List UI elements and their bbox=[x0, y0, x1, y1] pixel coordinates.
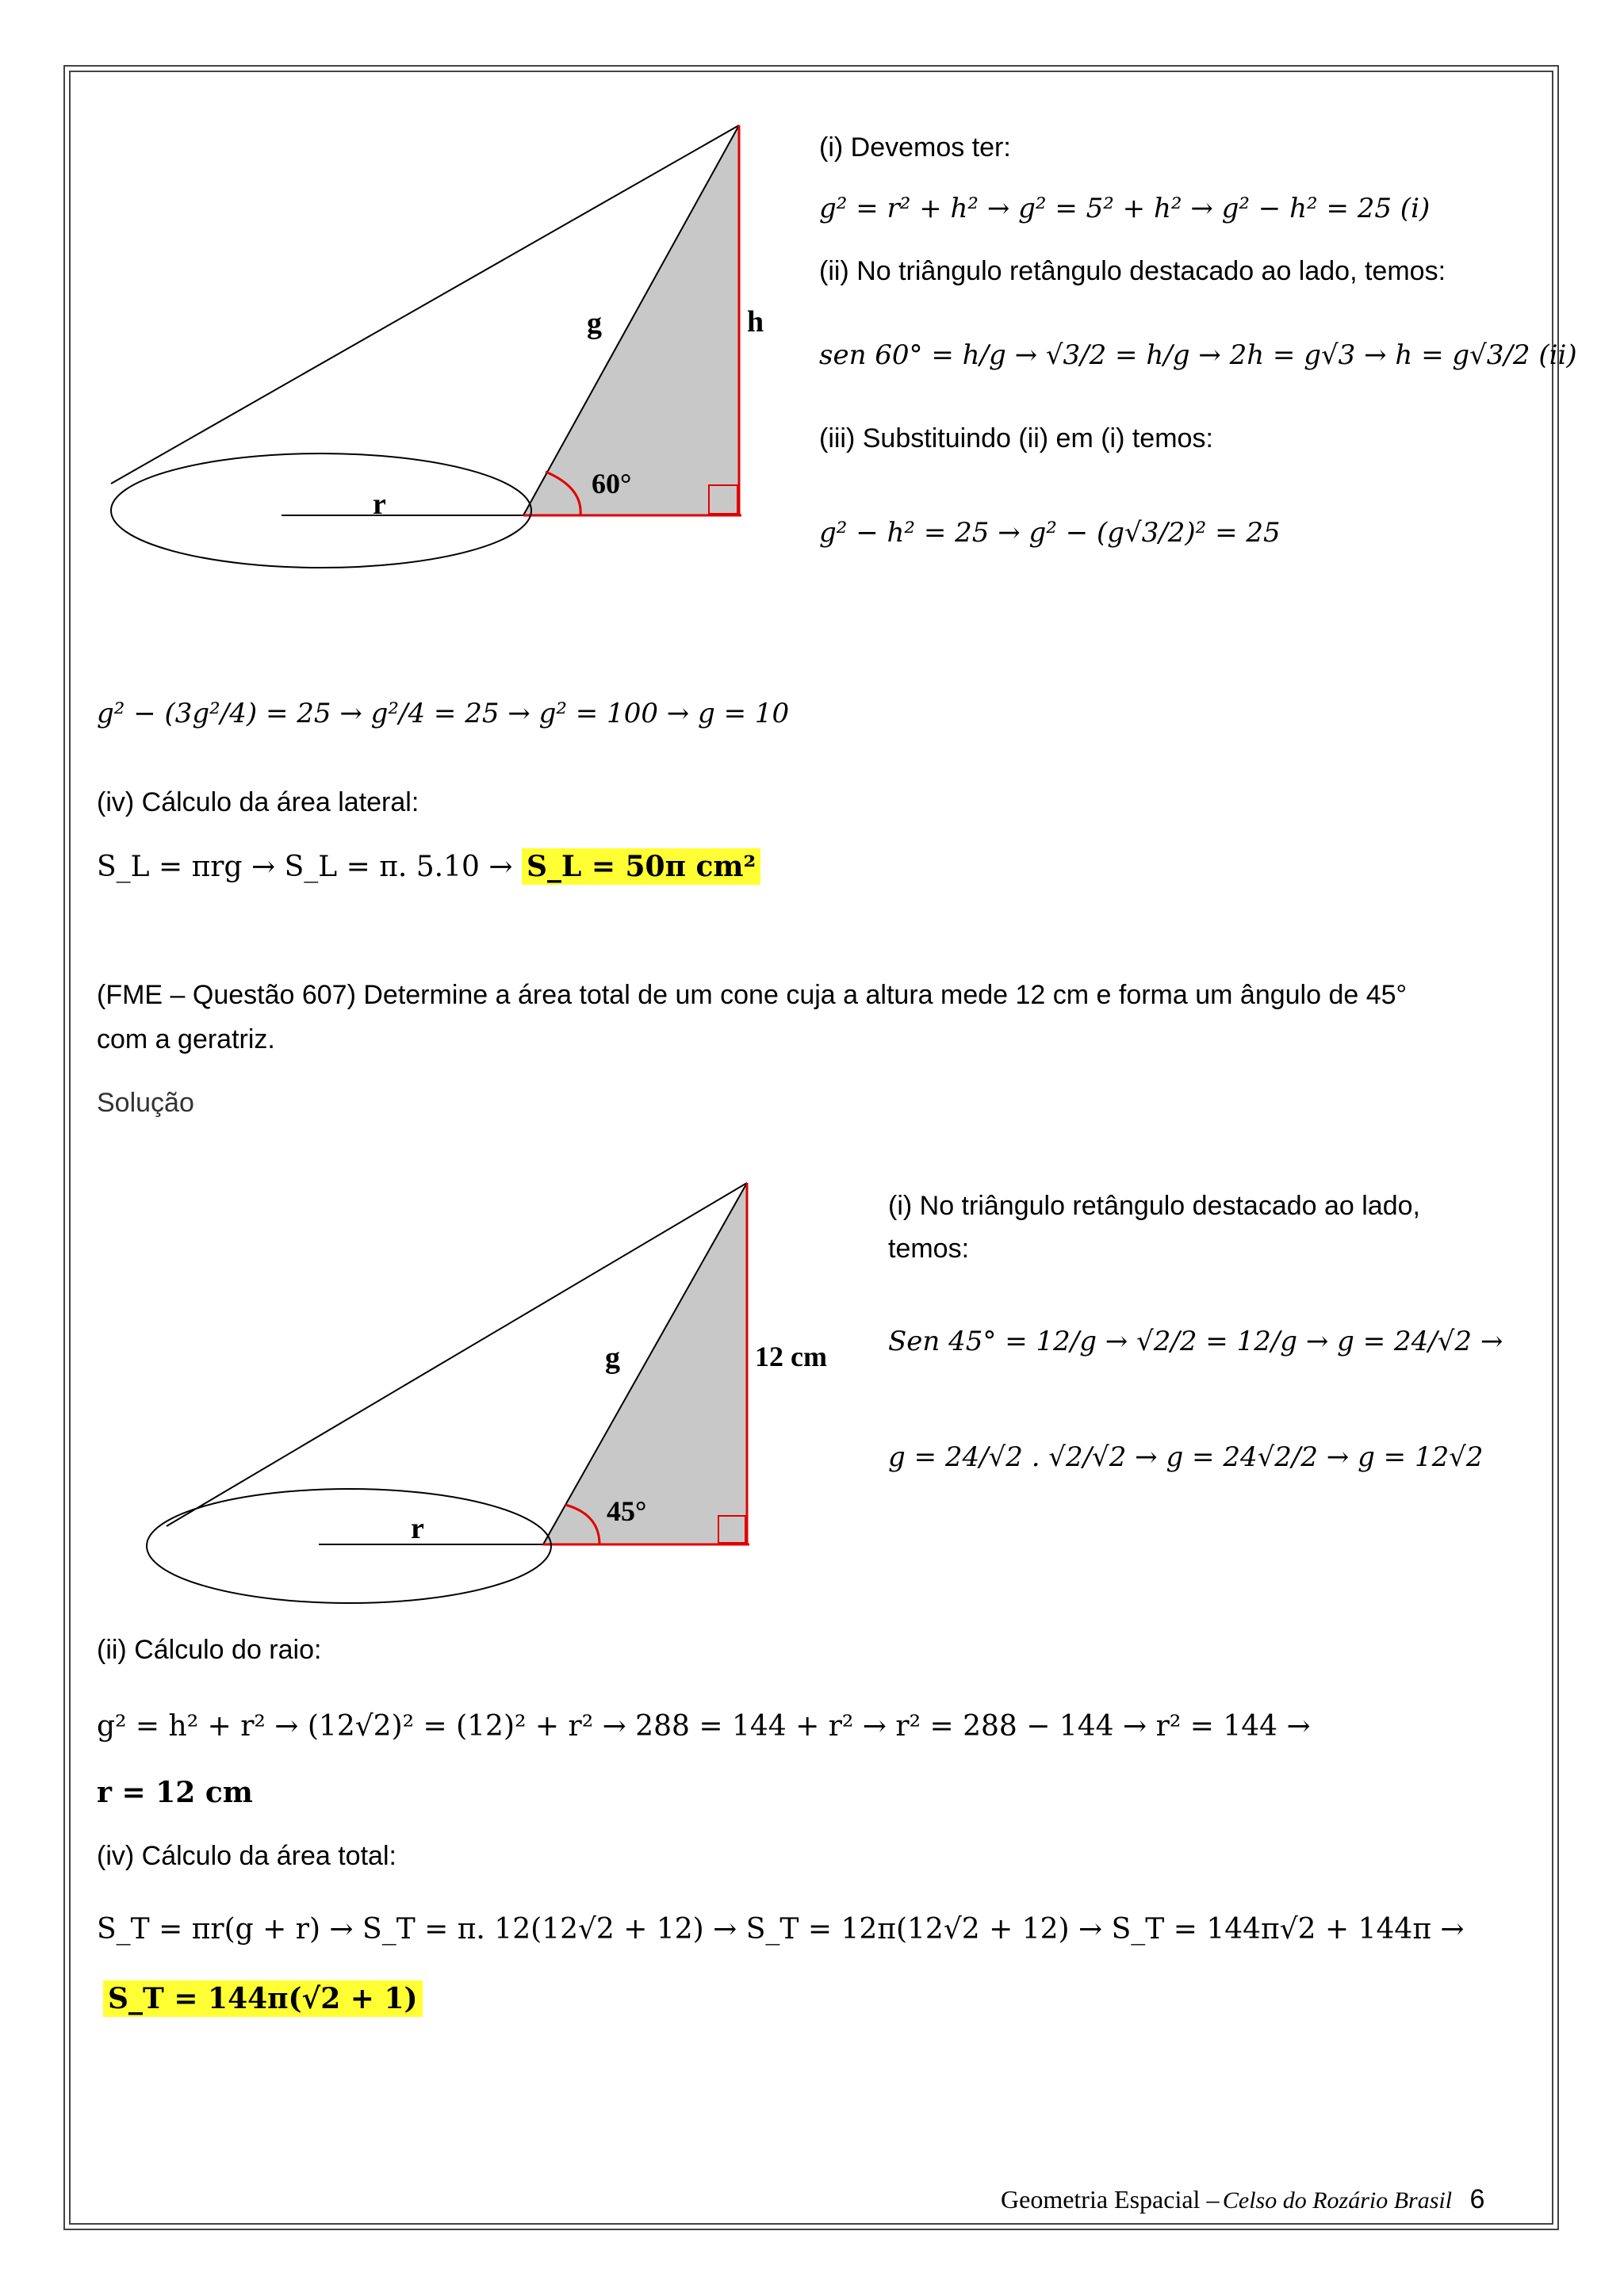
step-i-label: (i) Devemos ter: bbox=[819, 132, 1011, 163]
equation-ii: sen 60° = h/g → √3/2 = h/g → 2h = g√3 → h = g√3/2 (ii) bbox=[819, 339, 1577, 371]
equation-total-area: S_T = πr(g + r) → S_T = π. 12(12√2 + 12) → S_T = 12π(12√2 + 12) → S_T = 144π√2 + 144π → bbox=[97, 1913, 1465, 1946]
cone-figure-60 bbox=[95, 111, 777, 587]
cone-base-ellipse bbox=[147, 1489, 551, 1603]
label-g: g bbox=[587, 307, 602, 340]
step-i-label-2-line2: temos: bbox=[888, 1234, 970, 1264]
label-angle: 45° bbox=[607, 1495, 647, 1527]
footer-author: Celso do Rozário Brasil bbox=[1222, 2187, 1453, 2214]
label-angle: 60° bbox=[592, 468, 632, 499]
equation-g-12root2: g = 24/√2 . √2/√2 → g = 24√2/2 → g = 12√2 bbox=[888, 1441, 1484, 1473]
equation-sen45: Sen 45° = 12/g → √2/2 = 12/g → g = 24/√2 → bbox=[888, 1326, 1503, 1357]
label-r: r bbox=[411, 1512, 424, 1545]
equation-g-equals-10: g² − (3g²/4) = 25 → g²/4 = 25 → g² = 100 → g = 10 bbox=[97, 698, 790, 729]
solution-label: Solução bbox=[97, 1088, 194, 1118]
lateral-area-result: S_L = 50π cm² bbox=[522, 848, 760, 885]
label-g: g bbox=[605, 1341, 620, 1375]
equation-raio-result: r = 12 cm bbox=[97, 1776, 253, 1809]
total-area-result-wrap bbox=[103, 1982, 423, 2015]
equation-i: g² = r² + h² → g² = 5² + h² → g² − h² = 25 (i) bbox=[819, 193, 1431, 224]
problem-statement-line2: com a geratriz. bbox=[97, 1024, 275, 1054]
cone-figure-45 bbox=[143, 1165, 856, 1625]
footer-title: Geometria Espacial – bbox=[1001, 2185, 1220, 2214]
equation-raio: g² = h² + r² → (12√2)² = (12)² + r² → 288 = 144 + r² → r² = 288 − 144 → r² = 144 → bbox=[97, 1710, 1311, 1743]
label-h: h bbox=[747, 305, 764, 339]
cone-base-ellipse bbox=[111, 453, 531, 568]
problem-statement-line1: (FME – Questão 607) Determine a área total de um cone cuja a altura mede 12 cm e forma um ângulo de 45° bbox=[97, 980, 1408, 1010]
label-r: r bbox=[373, 488, 386, 521]
step-iv-lateral-label: (iv) Cálculo da área lateral: bbox=[97, 787, 419, 817]
step-iii-label: (iii) Substituindo (ii) em (i) temos: bbox=[819, 423, 1213, 453]
label-h: 12 cm bbox=[755, 1341, 827, 1372]
page-number: 6 bbox=[1469, 2184, 1485, 2214]
lateral-area-derivation: S_L = πrg → S_L = π. 5.10 → bbox=[97, 851, 513, 883]
equation-lateral-area bbox=[97, 850, 760, 883]
step-i-label-2-line1: (i) No triângulo retângulo destacado ao lado, bbox=[888, 1191, 1420, 1221]
footer bbox=[1001, 2184, 1484, 2215]
total-area-result: S_T = 144π(√2 + 1) bbox=[103, 1980, 423, 2017]
step-iv-total-label: (iv) Cálculo da área total: bbox=[97, 1841, 396, 1871]
step-ii-label: (ii) No triângulo retângulo destacado ao lado, temos: bbox=[819, 256, 1446, 286]
step-ii-raio-label: (ii) Cálculo do raio: bbox=[97, 1635, 322, 1665]
equation-iii: g² − h² = 25 → g² − (g√3/2)² = 25 bbox=[819, 517, 1281, 549]
